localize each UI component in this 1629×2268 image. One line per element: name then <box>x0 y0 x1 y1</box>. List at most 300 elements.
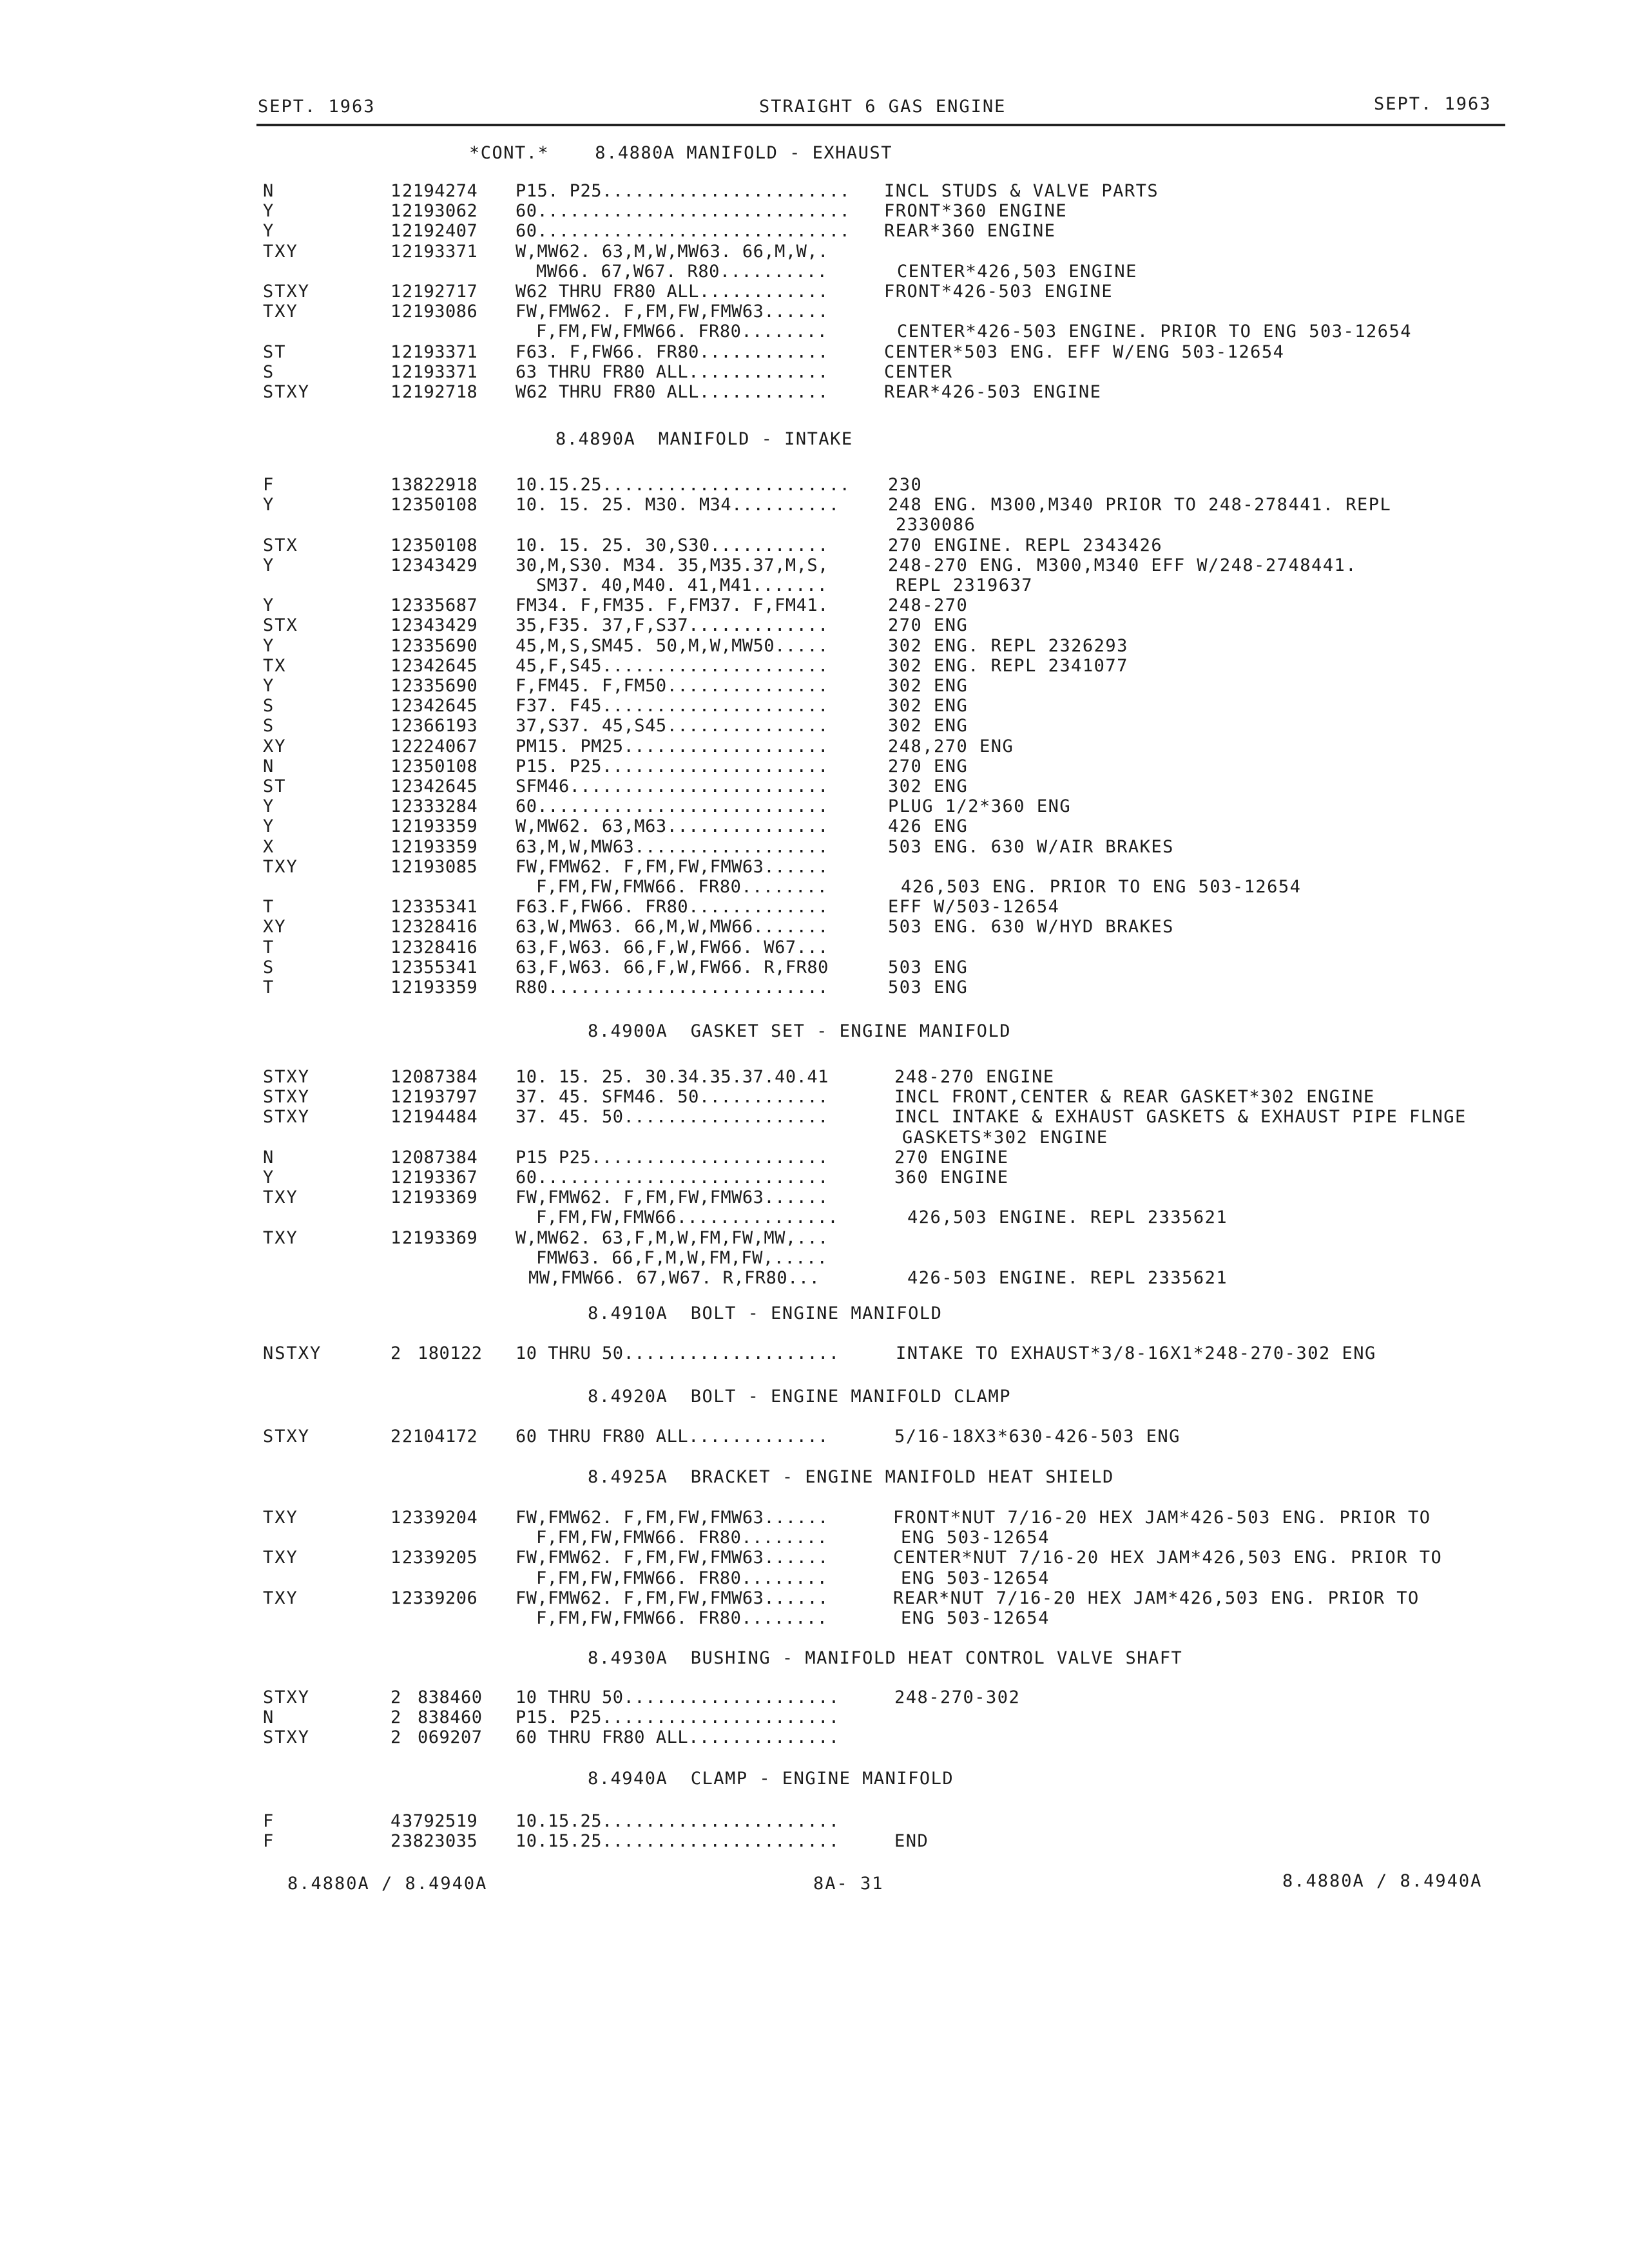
quantity: 1 <box>390 1147 401 1168</box>
part-row <box>0 1831 1629 1851</box>
application-models: 10.15.25....................... <box>516 475 851 495</box>
application-models: 37,S37. 45,S45............... <box>516 716 829 736</box>
quantity: 1 <box>390 776 401 796</box>
part-number: 2192407 <box>402 221 478 242</box>
section-title: 8.4900A GASKET SET - ENGINE MANIFOLD <box>588 1021 1011 1041</box>
part-number: 2335690 <box>402 635 478 656</box>
part-row <box>0 555 1629 575</box>
application-models: 63,F,W63. 66,F,W,FW66. W67... <box>516 937 829 957</box>
application-models: W62 THRU FR80 ALL............ <box>516 382 829 402</box>
quantity: 1 <box>390 555 401 575</box>
application-models: F37. F45..................... <box>516 696 829 716</box>
model-code: Y <box>263 595 275 616</box>
part-number: 2342645 <box>402 776 478 796</box>
part-row <box>0 1427 1629 1446</box>
model-code: XY <box>263 917 287 937</box>
part-number: 2224067 <box>402 736 478 756</box>
part-row <box>0 1687 1629 1707</box>
application-models-continued: F,FM,FW,FMW66. FR80........ <box>536 877 828 897</box>
description: 503 ENG. 630 W/HYD BRAKES <box>888 917 1174 937</box>
part-number: 2342645 <box>402 696 478 716</box>
description: 270 ENGINE <box>894 1147 1009 1168</box>
part-number: 2193359 <box>402 977 478 997</box>
part-number: 838460 <box>418 1687 483 1707</box>
description: 248-270 ENG. M300,M340 EFF W/248-2748441. <box>888 555 1357 575</box>
part-row <box>0 1508 1629 1528</box>
quantity: 1 <box>390 495 401 515</box>
model-code: TXY <box>263 1187 298 1208</box>
header-date-left: SEPT. 1963 <box>258 97 376 117</box>
part-row <box>0 816 1629 836</box>
description: 503 ENG <box>888 957 969 977</box>
header-date-right: SEPT. 1963 <box>1374 94 1492 114</box>
model-code: STXY <box>263 382 311 402</box>
model-code: T <box>263 897 275 918</box>
application-models: 60........................... <box>516 1168 829 1187</box>
section-title: 8.4890A MANIFOLD - INTAKE <box>555 429 853 449</box>
quantity: 1 <box>390 816 401 837</box>
part-row <box>0 362 1629 382</box>
part-number: 3823035 <box>402 1831 478 1852</box>
quantity: 2 <box>390 1427 401 1446</box>
application-models: W,MW62. 63,M,W,MW63. 66,M,W,. <box>516 241 829 262</box>
quantity: 1 <box>390 341 401 362</box>
model-code: S <box>263 696 275 716</box>
model-code: Y <box>263 555 275 575</box>
model-code: TXY <box>263 1227 298 1248</box>
quantity: 1 <box>390 1168 401 1187</box>
part-row <box>0 495 1629 515</box>
part-row <box>0 342 1629 362</box>
description: FRONT*360 ENGINE <box>884 201 1068 222</box>
quantity: 1 <box>390 736 401 756</box>
description: CENTER <box>884 361 953 382</box>
description: 302 ENG <box>888 676 969 696</box>
model-code: Y <box>263 816 275 837</box>
application-models: FW,FMW62. F,FM,FW,FMW63...... <box>516 1548 829 1568</box>
part-row <box>0 636 1629 656</box>
description: 302 ENG. REPL 2341077 <box>888 655 1128 676</box>
application-models: FW,FMW62. F,FM,FW,FMW63...... <box>516 302 829 322</box>
quantity: 1 <box>390 221 401 242</box>
description: 426-503 ENGINE. REPL 2335621 <box>907 1268 1228 1288</box>
model-code: Y <box>263 201 275 222</box>
part-row <box>0 1067 1629 1087</box>
quantity: 1 <box>390 1508 401 1528</box>
part-number: 2193369 <box>402 1187 478 1208</box>
part-row <box>0 1811 1629 1831</box>
part-number: 3822918 <box>402 475 478 495</box>
part-row-continuation <box>0 515 1629 535</box>
application-models: 10. 15. 25. 30,S30........... <box>516 535 829 555</box>
description-continued: ENG 503-12654 <box>901 1608 1050 1628</box>
application-models: FW,FMW62. F,FM,FW,FMW63...... <box>516 1187 829 1208</box>
application-models: 10.15.25...................... <box>516 1811 840 1831</box>
model-code: S <box>263 716 275 736</box>
model-code: ST <box>263 776 287 796</box>
application-models-continued: F,FM,FW,FMW66. FR80........ <box>536 1608 828 1628</box>
part-number: 2193371 <box>402 361 478 382</box>
model-code: STXY <box>263 1727 311 1748</box>
model-code: N <box>263 756 275 776</box>
description: REAR*360 ENGINE <box>884 221 1056 242</box>
application-models: 63,W,MW63. 66,M,W,MW66....... <box>516 917 829 937</box>
quantity: 1 <box>390 181 401 201</box>
model-code: TXY <box>263 302 298 322</box>
quantity: 1 <box>390 836 401 857</box>
part-number: 2193797 <box>402 1087 478 1108</box>
quantity: 1 <box>390 201 401 222</box>
application-models: FM34. F,FM35. F,FM37. F,FM41. <box>516 595 829 616</box>
quantity: 1 <box>390 1588 401 1608</box>
model-code: NSTXY <box>263 1343 322 1363</box>
description-continued: GASKETS*302 ENGINE <box>902 1127 1108 1148</box>
part-row-continuation <box>0 1568 1629 1588</box>
part-row <box>0 917 1629 937</box>
part-row-continuation <box>0 1528 1629 1548</box>
application-models: 45,F,S45..................... <box>516 655 829 676</box>
part-row <box>0 1343 1629 1363</box>
model-code: T <box>263 937 275 957</box>
part-number: 2194274 <box>402 181 478 201</box>
part-number: 2342645 <box>402 655 478 676</box>
part-number: 2087384 <box>402 1147 478 1168</box>
part-row <box>0 696 1629 716</box>
quantity: 1 <box>390 382 401 402</box>
part-number: 2339204 <box>402 1508 478 1528</box>
part-row <box>0 302 1629 322</box>
part-row <box>0 475 1629 495</box>
model-code: F <box>263 1811 275 1831</box>
model-code: T <box>263 977 275 997</box>
description: 503 ENG. 630 W/AIR BRAKES <box>888 836 1174 857</box>
quantity: 1 <box>390 756 401 776</box>
quantity: 1 <box>390 595 401 616</box>
part-number: 2193359 <box>402 816 478 837</box>
model-code: Y <box>263 796 275 817</box>
description: 270 ENG <box>888 756 969 776</box>
part-row <box>0 181 1629 201</box>
part-row <box>0 957 1629 977</box>
part-number: 069207 <box>418 1727 483 1748</box>
description: 426,503 ENGINE. REPL 2335621 <box>907 1207 1228 1228</box>
quantity: 1 <box>390 1067 401 1087</box>
description-continued: ENG 503-12654 <box>901 1528 1050 1548</box>
part-number: 2193085 <box>402 856 478 877</box>
description: FRONT*426-503 ENGINE <box>884 282 1113 302</box>
quantity: 1 <box>390 897 401 918</box>
footer-range-right: 8.4880A / 8.4940A <box>1282 1871 1483 1891</box>
quantity: 1 <box>390 1227 401 1248</box>
application-models: 37. 45. SFM46. 50............ <box>516 1087 829 1108</box>
application-models: 63,F,W63. 66,F,W,FW66. R,FR80 <box>516 957 829 977</box>
part-row <box>0 1087 1629 1107</box>
description: 248-270 <box>888 595 969 616</box>
part-row-continuation <box>0 1207 1629 1227</box>
quantity: 1 <box>390 676 401 696</box>
part-row <box>0 716 1629 736</box>
quantity: 1 <box>390 796 401 817</box>
description: INTAKE TO EXHAUST*3/8-16X1*248-270-302 ENG <box>896 1343 1376 1363</box>
part-number: 2193086 <box>402 302 478 322</box>
description: PLUG 1/2*360 ENG <box>888 796 1072 817</box>
quantity: 1 <box>390 282 401 302</box>
part-row-continuation <box>0 1268 1629 1288</box>
model-code: Y <box>263 495 275 515</box>
part-number: 2335690 <box>402 676 478 696</box>
application-models: W62 THRU FR80 ALL............ <box>516 282 829 302</box>
description: 426,503 ENG. PRIOR TO ENG 503-12654 <box>901 877 1302 897</box>
description: 248 ENG. M300,M340 PRIOR TO 248-278441. REPL <box>888 495 1392 515</box>
part-row <box>0 1168 1629 1187</box>
model-code: STXY <box>263 1107 311 1128</box>
description: CENTER*NUT 7/16-20 HEX JAM*426,503 ENG. PRIOR TO <box>893 1548 1443 1568</box>
quantity: 2 <box>390 1687 401 1707</box>
application-models: FW,FMW62. F,FM,FW,FMW63...... <box>516 1508 829 1528</box>
part-number: 2350108 <box>402 756 478 776</box>
description-continued: 2330086 <box>896 515 976 535</box>
quantity: 4 <box>390 1811 401 1831</box>
model-code: TXY <box>263 1588 298 1608</box>
application-models-continued: MW66. 67,W67. R80.......... <box>536 261 828 282</box>
part-row <box>0 1588 1629 1608</box>
application-models: 37. 45. 50................... <box>516 1107 829 1128</box>
application-models: 60............................. <box>516 201 851 222</box>
part-number: 838460 <box>418 1707 483 1728</box>
quantity: 1 <box>390 957 401 977</box>
part-row <box>0 977 1629 997</box>
application-models: P15. P25...................... <box>516 1707 840 1728</box>
quantity: 1 <box>390 361 401 382</box>
part-row-continuation <box>0 575 1629 595</box>
application-models: FW,FMW62. F,FM,FW,FMW63...... <box>516 856 829 877</box>
application-models: P15. P25....................... <box>516 181 851 201</box>
section-title: 8.4940A CLAMP - ENGINE MANIFOLD <box>588 1769 954 1789</box>
quantity: 1 <box>390 635 401 656</box>
footer-range-left: 8.4880A / 8.4940A <box>287 1874 488 1894</box>
part-number: 2328416 <box>402 917 478 937</box>
application-models: F63. F,FW66. FR80............ <box>516 341 829 362</box>
part-row <box>0 676 1629 696</box>
part-row <box>0 937 1629 957</box>
part-row-continuation <box>0 262 1629 282</box>
application-models: PM15. PM25................... <box>516 736 829 756</box>
description-continued: REPL 2319637 <box>896 575 1034 595</box>
part-row <box>0 595 1629 615</box>
part-row <box>0 1148 1629 1168</box>
part-row <box>0 382 1629 402</box>
application-models: 10 THRU 50.................... <box>516 1343 840 1363</box>
part-row <box>0 857 1629 877</box>
model-code: STX <box>263 615 298 636</box>
application-models: SFM46........................ <box>516 776 829 796</box>
part-row <box>0 1548 1629 1568</box>
section-title: 8.4910A BOLT - ENGINE MANIFOLD <box>588 1303 943 1323</box>
part-number: 2193062 <box>402 201 478 222</box>
description: 302 ENG <box>888 716 969 736</box>
application-models: F,FM45. F,FM50............... <box>516 676 829 696</box>
part-number: 2366193 <box>402 716 478 736</box>
part-number: 2350108 <box>402 495 478 515</box>
part-row <box>0 656 1629 676</box>
part-row <box>0 776 1629 796</box>
quantity: 2 <box>390 1831 401 1852</box>
application-models-continued: F,FM,FW,FMW66. FR80........ <box>536 322 828 342</box>
quantity: 1 <box>390 1087 401 1108</box>
header-rule <box>256 124 1505 126</box>
description: INCL INTAKE & EXHAUST GASKETS & EXHAUST PIPE FLNGE <box>894 1107 1467 1128</box>
quantity: 1 <box>390 1187 401 1208</box>
part-row <box>0 1727 1629 1747</box>
quantity: 1 <box>390 696 401 716</box>
description: CENTER*426-503 ENGINE. PRIOR TO ENG 503-12654 <box>897 322 1412 342</box>
part-number: 2193369 <box>402 1227 478 1248</box>
quantity: 1 <box>390 917 401 937</box>
application-models: R80.......................... <box>516 977 829 997</box>
section-title: 8.4920A BOLT - ENGINE MANIFOLD CLAMP <box>588 1387 1011 1407</box>
description: END <box>894 1831 929 1852</box>
description: 248,270 ENG <box>888 736 1014 756</box>
quantity: 1 <box>390 1107 401 1128</box>
quantity: 1 <box>390 615 401 636</box>
application-models-continued: F,FM,FW,FMW66............... <box>536 1207 839 1228</box>
quantity: 2 <box>390 1707 401 1728</box>
part-row <box>0 282 1629 302</box>
description: CENTER*503 ENG. EFF W/ENG 503-12654 <box>884 341 1285 362</box>
part-row <box>0 736 1629 756</box>
model-code: STXY <box>263 1427 311 1446</box>
description: 503 ENG <box>888 977 969 997</box>
application-models-continued: MW,FMW66. 67,W67. R,FR80... <box>528 1268 820 1288</box>
description: 302 ENG <box>888 776 969 796</box>
application-models: 10.15.25...................... <box>516 1831 840 1852</box>
model-code: F <box>263 475 275 495</box>
application-models: 60........................... <box>516 796 829 817</box>
part-number: 180122 <box>418 1343 483 1363</box>
part-row-continuation <box>0 1608 1629 1628</box>
description: 302 ENG. REPL 2326293 <box>888 635 1128 656</box>
description: EFF W/503-12654 <box>888 897 1060 918</box>
model-code: STXY <box>263 1687 311 1707</box>
application-models-continued: F,FM,FW,FMW66. FR80........ <box>536 1528 828 1548</box>
part-number: 2343429 <box>402 555 478 575</box>
quantity: 1 <box>390 535 401 555</box>
application-models: F63.F,FW66. FR80............. <box>516 897 829 918</box>
application-models: 10. 15. 25. M30. M34.......... <box>516 495 840 515</box>
quantity: 1 <box>390 302 401 322</box>
description: 230 <box>888 475 923 495</box>
part-number: 3792519 <box>402 1811 478 1831</box>
part-row <box>0 1187 1629 1207</box>
part-number: 2339206 <box>402 1588 478 1608</box>
part-row <box>0 221 1629 241</box>
quantity: 1 <box>390 475 401 495</box>
description: 360 ENGINE <box>894 1168 1009 1187</box>
part-number: 2193359 <box>402 836 478 857</box>
description: 426 ENG <box>888 816 969 837</box>
part-row <box>0 837 1629 857</box>
header-title: STRAIGHT 6 GAS ENGINE <box>759 97 1007 117</box>
model-code: Y <box>263 1168 275 1187</box>
model-code: F <box>263 1831 275 1852</box>
model-code: TXY <box>263 856 298 877</box>
application-models: W,MW62. 63,M63............... <box>516 816 829 837</box>
quantity: 1 <box>390 241 401 262</box>
quantity: 1 <box>390 937 401 957</box>
description: 270 ENGINE. REPL 2343426 <box>888 535 1163 555</box>
quantity: 2 <box>390 1343 401 1363</box>
model-code: STXY <box>263 1087 311 1108</box>
part-number: 2335687 <box>402 595 478 616</box>
description: 302 ENG <box>888 696 969 716</box>
model-code: ST <box>263 341 287 362</box>
part-row <box>0 1707 1629 1727</box>
part-number: 2192718 <box>402 382 478 402</box>
part-number: 2194484 <box>402 1107 478 1128</box>
quantity: 1 <box>390 977 401 997</box>
description: 5/16-18X3*630-426-503 ENG <box>894 1427 1181 1446</box>
description: INCL STUDS & VALVE PARTS <box>884 181 1159 201</box>
model-code: S <box>263 957 275 977</box>
model-code: X <box>263 836 275 857</box>
application-models: 63 THRU FR80 ALL............. <box>516 361 829 382</box>
quantity: 1 <box>390 1548 401 1568</box>
part-row <box>0 756 1629 776</box>
application-models: FW,FMW62. F,FM,FW,FMW63...... <box>516 1588 829 1608</box>
part-row <box>0 1228 1629 1248</box>
model-code: TX <box>263 655 287 676</box>
model-code: N <box>263 1147 275 1168</box>
description: 248-270 ENGINE <box>894 1067 1055 1087</box>
part-number: 2333284 <box>402 796 478 817</box>
part-number: 2193367 <box>402 1168 478 1187</box>
quantity: 1 <box>390 716 401 736</box>
application-models: 60 THRU FR80 ALL............. <box>516 1427 829 1446</box>
description: 248-270-302 <box>894 1687 1021 1707</box>
section-title: 8.4930A BUSHING - MANIFOLD HEAT CONTROL VALVE SHAFT <box>588 1648 1183 1668</box>
part-row-continuation <box>0 1248 1629 1268</box>
description: CENTER*426,503 ENGINE <box>897 261 1137 282</box>
part-row <box>0 897 1629 917</box>
model-code: Y <box>263 676 275 696</box>
description: INCL FRONT,CENTER & REAR GASKET*302 ENGINE <box>894 1087 1375 1108</box>
application-models-continued: SM37. 40,M40. 41,M41....... <box>536 575 828 595</box>
part-number: 2328416 <box>402 937 478 957</box>
part-number: 2343429 <box>402 615 478 636</box>
part-row <box>0 201 1629 221</box>
section-title: *CONT.* 8.4880A MANIFOLD - EXHAUST <box>469 143 892 163</box>
application-models: P15. P25..................... <box>516 756 829 776</box>
application-models: 10. 15. 25. 30.34.35.37.40.41 <box>516 1067 829 1087</box>
description: REAR*NUT 7/16-20 HEX JAM*426,503 ENG. PRIOR TO <box>893 1588 1420 1608</box>
application-models: 60 THRU FR80 ALL.............. <box>516 1727 840 1748</box>
application-models-continued: F,FM,FW,FMW66. FR80........ <box>536 1568 828 1588</box>
application-models: 35,F35. 37,F,S37............. <box>516 615 829 636</box>
part-number: 2355341 <box>402 957 478 977</box>
quantity: 1 <box>390 655 401 676</box>
section-title: 8.4925A BRACKET - ENGINE MANIFOLD HEAT SHIELD <box>588 1467 1114 1487</box>
part-number: 2335341 <box>402 897 478 918</box>
part-number: 2192717 <box>402 282 478 302</box>
model-code: TXY <box>263 1548 298 1568</box>
part-number: 2087384 <box>402 1067 478 1087</box>
quantity: 1 <box>390 856 401 877</box>
application-models: 30,M,S30. M34. 35,M35.37,M,S, <box>516 555 829 575</box>
model-code: N <box>263 181 275 201</box>
description: REAR*426-503 ENGINE <box>884 382 1102 402</box>
application-models: 60............................. <box>516 221 851 242</box>
application-models: W,MW62. 63,F,M,W,FM,FW,MW,... <box>516 1227 829 1248</box>
